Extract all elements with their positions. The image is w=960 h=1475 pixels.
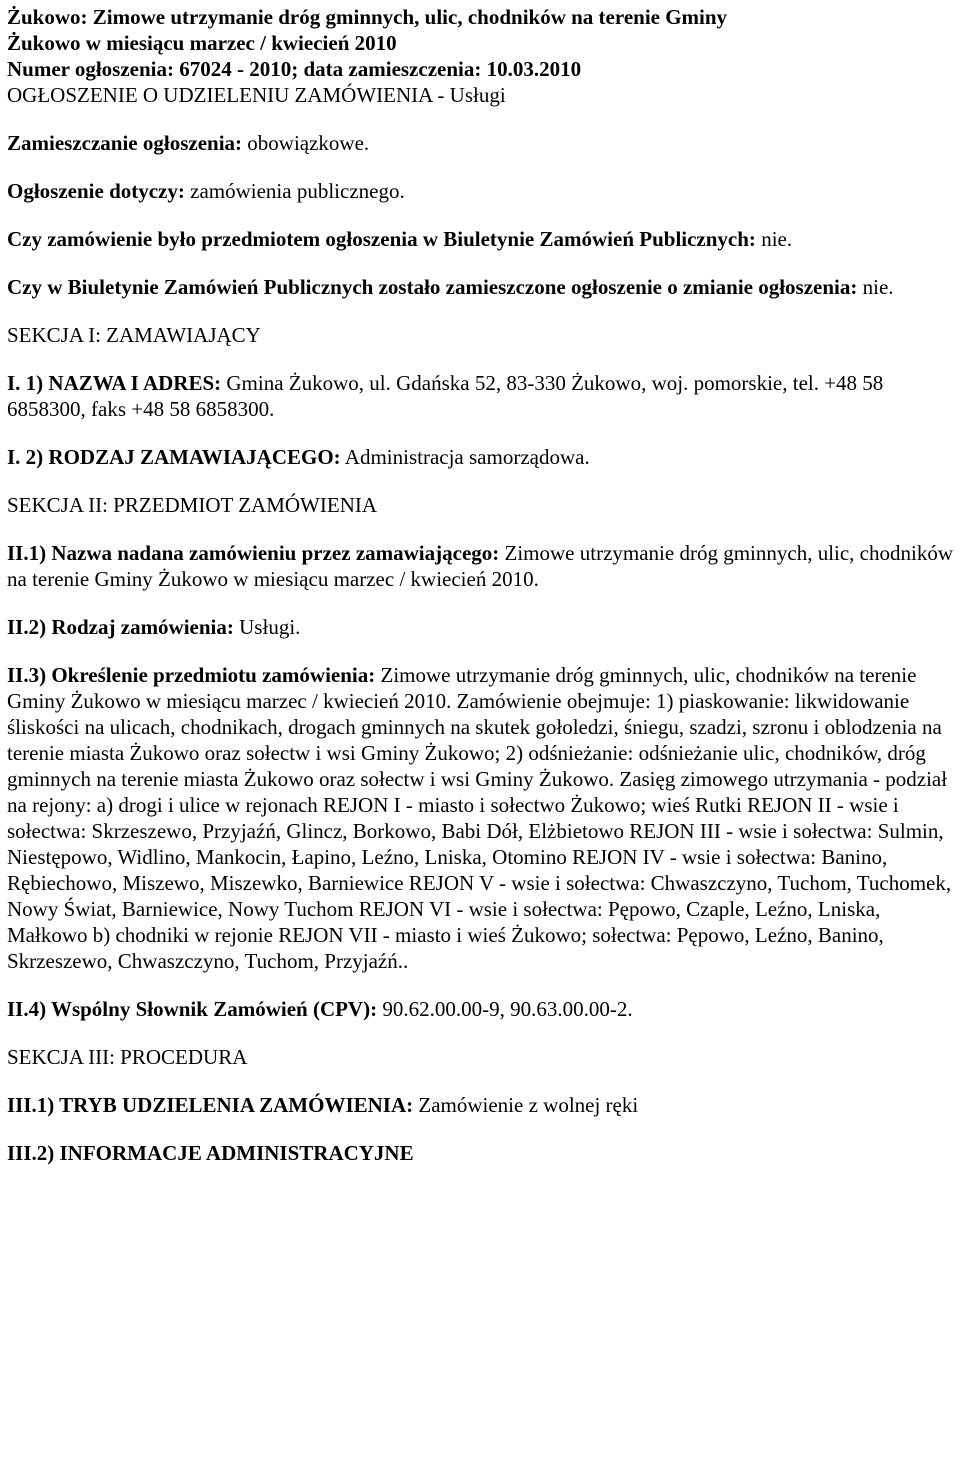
concerns-value: zamówienia publicznego. [184, 179, 405, 203]
order-name-label: II.1) Nazwa nadana zamówieniu przez zamawiającego: [7, 541, 500, 565]
notice-type: OGŁOSZENIE O UDZIELENIU ZAMÓWIENIA - Usługi [7, 83, 506, 107]
contracting-type-value: Administracja samorządowa. [340, 445, 590, 469]
bzp-label: Czy zamówienie było przedmiotem ogłoszenia w Biuletynie Zamówień Publicznych: [7, 227, 756, 251]
cpv-row [7, 996, 960, 1022]
contracting-name-label: I. 1) NAZWA I ADRES: [7, 371, 222, 395]
concerns-label: Ogłoszenie dotyczy: [7, 179, 185, 203]
change-row [7, 274, 960, 300]
order-scope-value: Zimowe utrzymanie dróg gminnych, ulic, chodników na terenie Gminy Żukowo w miesiącu marzec / kwiecień 2010. Zamówienie obejmuje: 1) piaskowanie: likwidowanie śliskości na ulicach, chodnikach, drogach gminnych na skutek gołoledzi, śniegu, szadzi, szronu i oblodzenia na terenie miasta Żukowo oraz sołectw i wsi Gminy Żukowo; 2) odśnieżanie: odśnieżanie ulic, chodników, dróg gminnych na terenie miasta Żukowo oraz sołectw i wsi Gminy Żukowo. Zasięg zimowego utrzymania - podział na rejony: a) drogi i ulice w rejonach REJON I - miasto i sołectwo Żukowo; wieś Rutki REJON II - wsie i sołectwa: Skrzeszewo, Przyjaźń, Glincz, Borkowo, Babi Dół, Elżbietowo REJON III - wsie i sołectwa: Sulmin, Niestępowo, Widlino, Mankocin, Łapino, Leźno, Lniska, Otomino REJON IV - wsie i sołectwa: Banino, Rębiechowo, Miszewo, Miszewko, Barniewice REJON V - wsie i sołectwa: Chwaszczyno, Tuchom, Tuchomek, Nowy Świat, Barniewice, Nowy Tuchom REJON VI - wsie i sołectwa: Pępowo, Czaple, Leźno, Lniska, Małkowo b) chodniki w rejonie REJON VII - miasto i wieś Żukowo; sołectwa: Pępowo, Leźno, Banino, Skrzeszewo, Chwaszczyno, Tuchom, Przyjaźń.. [7, 663, 952, 973]
bzp-row [7, 226, 960, 252]
order-kind-value: Usługi. [233, 615, 301, 639]
section-2-title: SEKCJA II: PRZEDMIOT ZAMÓWIENIA [7, 493, 378, 517]
contracting-name-value: Gmina Żukowo, ul. Gdańska 52, 83-330 Żukowo, woj. pomorskie, tel. +48 58 6858300, faks +48 58 6858300. [7, 371, 884, 421]
bzp-value: nie. [755, 227, 793, 251]
placement-row [7, 130, 960, 156]
change-label: Czy w Biuletynie Zamówień Publicznych zostało zamieszczone ogłoszenie o zmianie ogłoszenia: [7, 275, 858, 299]
title-line-1: Żukowo: Zimowe utrzymanie dróg gminnych, ulic, chodników na terenie Gminy [7, 5, 728, 29]
section-3-title: SEKCJA III: PROCEDURA [7, 1045, 248, 1069]
admin-info-heading: III.2) INFORMACJE ADMINISTRACYJNE [7, 1141, 414, 1165]
placement-label: Zamieszczanie ogłoszenia: [7, 131, 243, 155]
notice-number: Numer ogłoszenia: 67024 - 2010; data zamieszczenia: 10.03.2010 [7, 57, 582, 81]
section-1-title: SEKCJA I: ZAMAWIAJĄCY [7, 323, 261, 347]
contracting-type-label: I. 2) RODZAJ ZAMAWIAJĄCEGO: [7, 445, 341, 469]
contracting-type-row [7, 444, 960, 470]
procedure-mode-row [7, 1092, 960, 1118]
procedure-mode-value: Zamówienie z wolnej ręki [413, 1093, 639, 1117]
document-header [7, 4, 960, 82]
order-name-row [7, 540, 960, 592]
change-value: nie. [857, 275, 894, 299]
order-name-value: Zimowe utrzymanie dróg gminnych, ulic, chodników na terenie Gminy Żukowo w miesiącu marzec / kwiecień 2010. [7, 541, 954, 591]
title-line-2: Żukowo w miesiącu marzec / kwiecień 2010 [7, 31, 397, 55]
contracting-name-row [7, 370, 960, 422]
order-scope-row [7, 662, 960, 974]
order-kind-label: II.2) Rodzaj zamówienia: [7, 615, 234, 639]
order-kind-row [7, 614, 960, 640]
procedure-mode-label: III.1) TRYB UDZIELENIA ZAMÓWIENIA: [7, 1093, 414, 1117]
placement-value: obowiązkowe. [242, 131, 370, 155]
concerns-row [7, 178, 960, 204]
cpv-value: 90.62.00.00-9, 90.63.00.00-2. [377, 997, 633, 1021]
order-scope-label: II.3) Określenie przedmiotu zamówienia: [7, 663, 376, 687]
cpv-label: II.4) Wspólny Słownik Zamówień (CPV): [7, 997, 378, 1021]
